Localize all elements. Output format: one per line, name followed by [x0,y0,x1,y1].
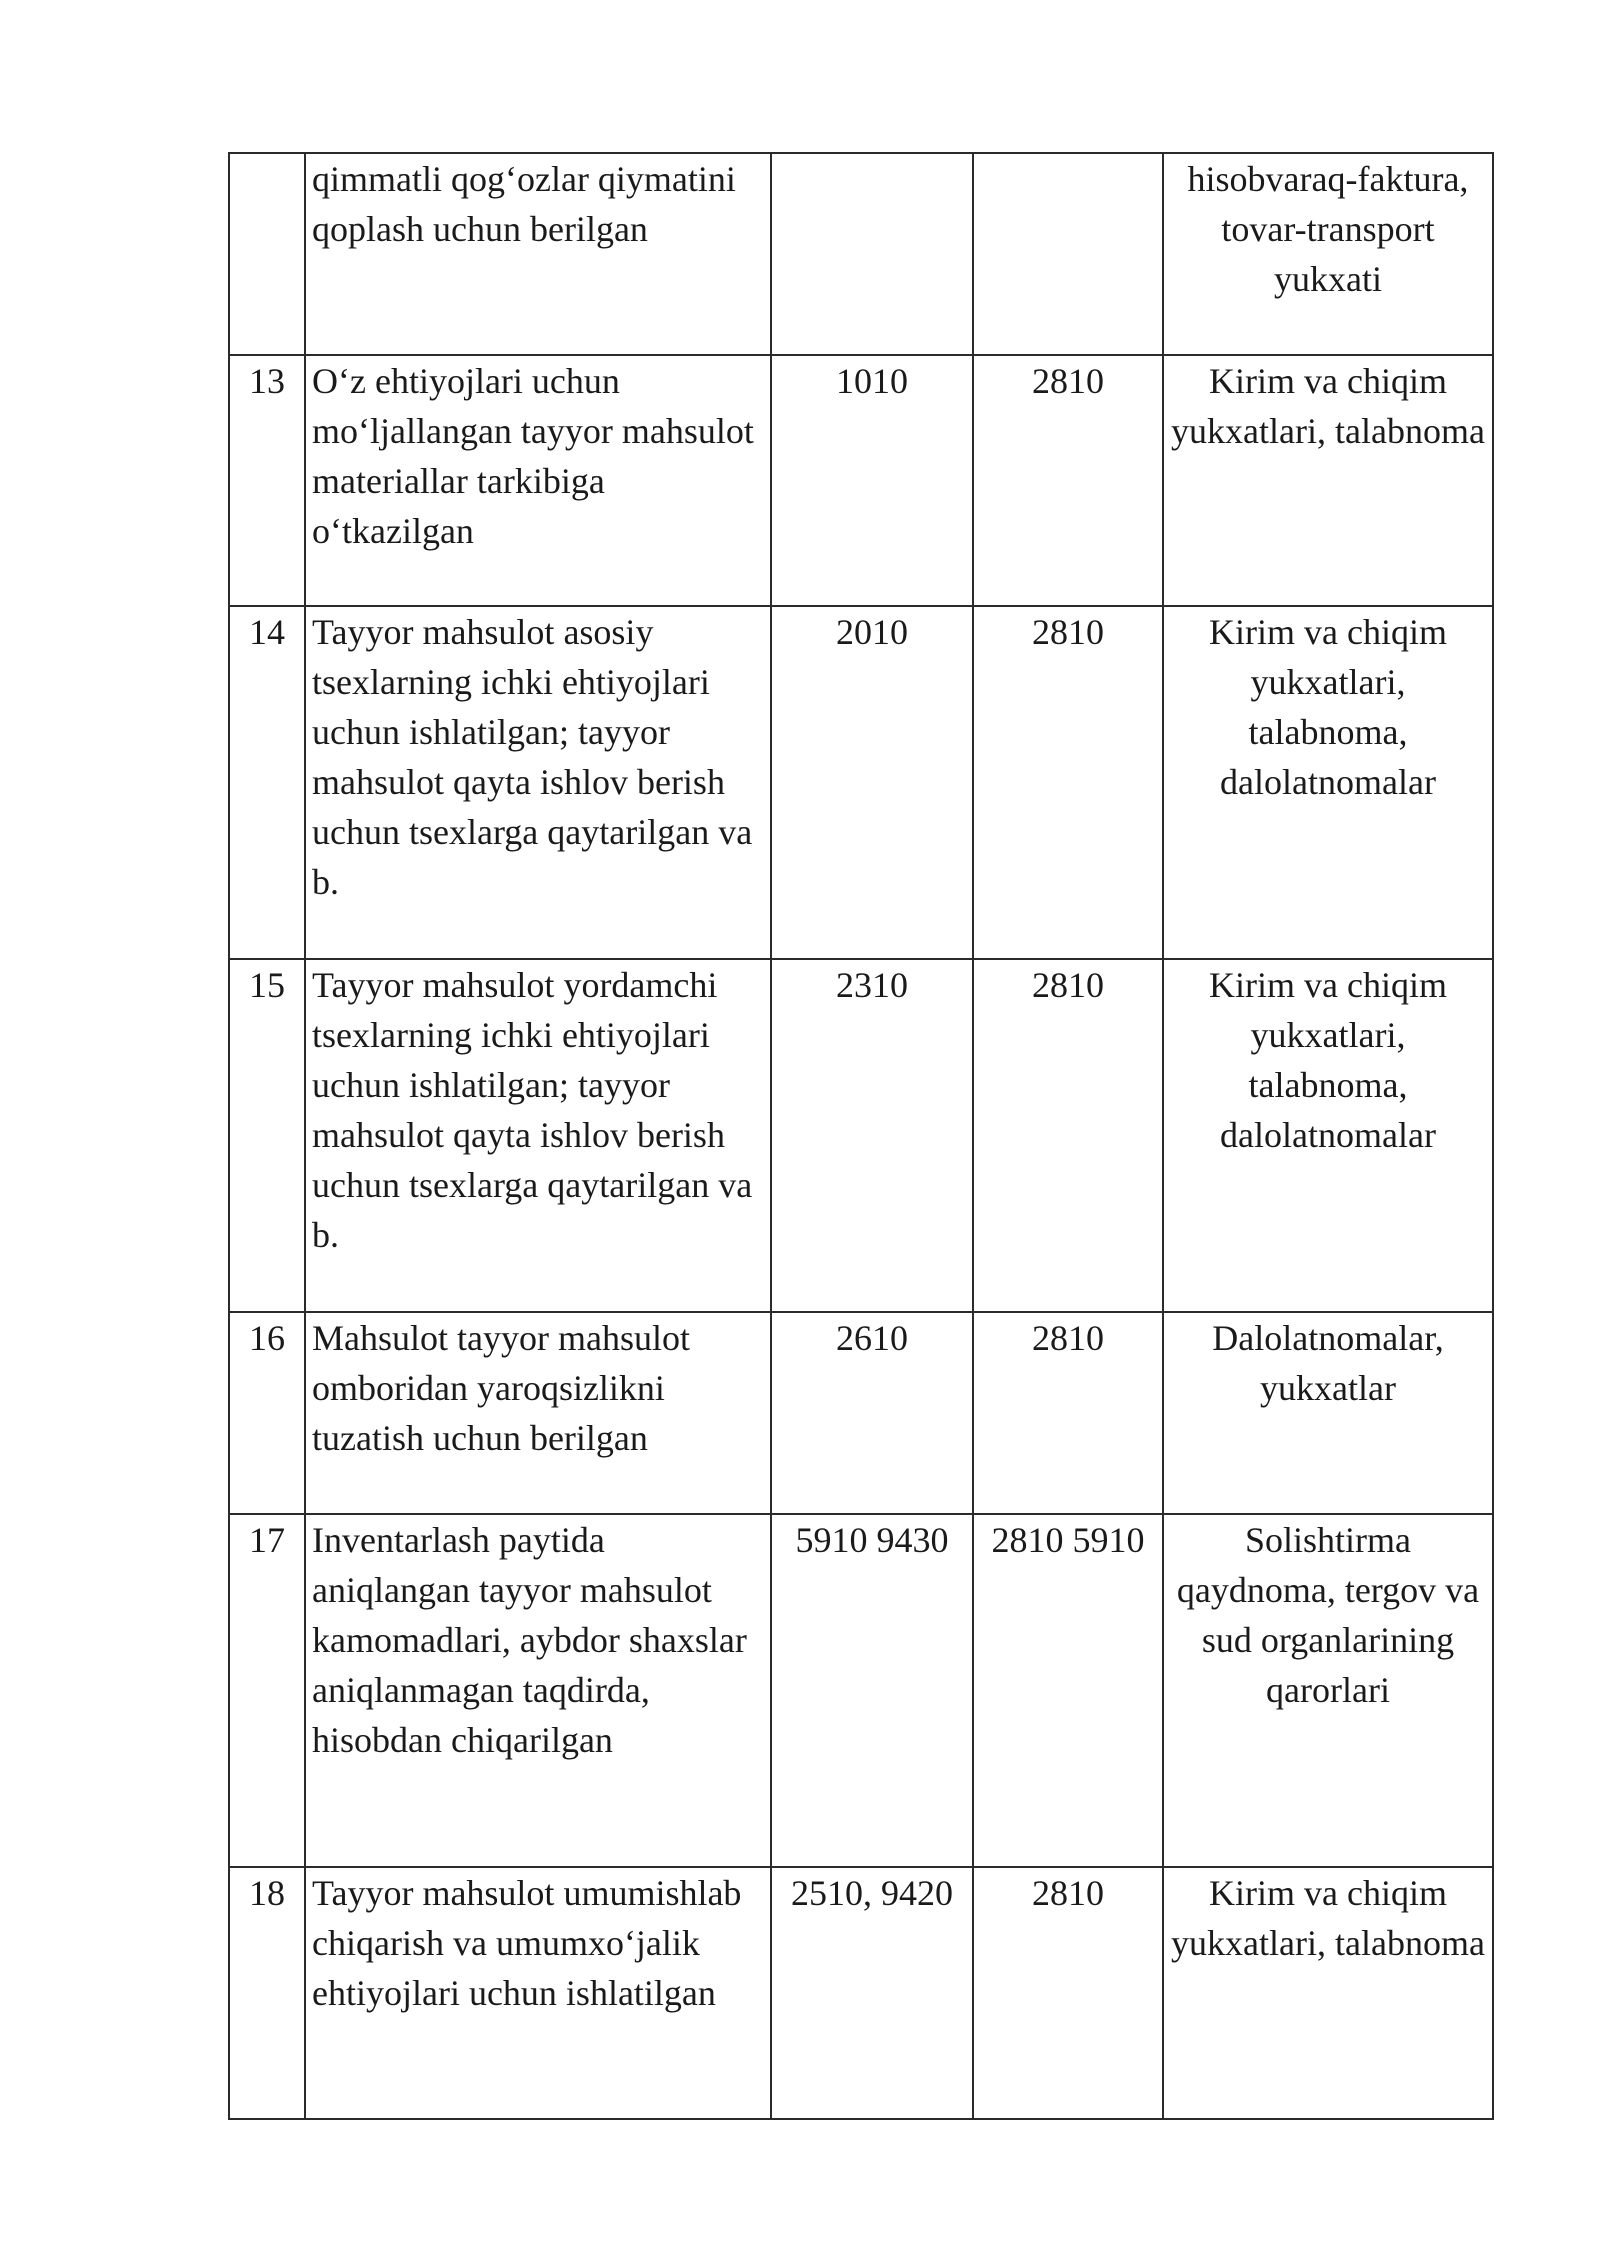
documents-cell: Kirim va chiqim yukxatlari, talabnoma, dalolatnomalar [1163,959,1493,1312]
credit-account-cell: 2810 [973,1312,1163,1514]
table-row [229,355,1493,606]
credit-account-cell: 2810 5910 [973,1514,1163,1867]
credit-account-cell: 2810 [973,1867,1163,2119]
credit-account-cell: 2810 [973,959,1163,1312]
table-row [229,1514,1493,1867]
row-number-cell: 14 [229,606,305,959]
description-cell: Mahsulot tayyor mahsulot omboridan yaroqsizlikni tuzatish uchun berilgan [305,1312,771,1514]
row-number-cell: 13 [229,355,305,606]
description-cell: Tayyor mahsulot yordamchi tsexlarning ichki ehtiyojlari uchun ishlatilgan; tayyor mahsulot qayta ishlov berish uchun tsexlarga qaytarilgan va b. [305,959,771,1312]
description-cell: qimmatli qog‘ozlar qiymatini qoplash uchun berilgan [305,153,771,355]
row-number-cell: 18 [229,1867,305,2119]
documents-cell: Kirim va chiqim yukxatlari, talabnoma [1163,1867,1493,2119]
table-row [229,1867,1493,2119]
debit-account-cell: 2610 [771,1312,973,1514]
debit-account-cell: 1010 [771,355,973,606]
row-number-cell: 17 [229,1514,305,1867]
documents-cell: Dalolatnomalar, yukxatlar [1163,1312,1493,1514]
transactions-table [228,152,1494,2120]
debit-account-cell [771,153,973,355]
documents-cell: Kirim va chiqim yukxatlari, talabnoma, dalolatnomalar [1163,606,1493,959]
credit-account-cell: 2810 [973,355,1163,606]
row-number-cell [229,153,305,355]
table-row [229,959,1493,1312]
credit-account-cell: 2810 [973,606,1163,959]
description-cell: Inventarlash paytida aniqlangan tayyor mahsulot kamomadlari, aybdor shaxslar aniqlanmagan taqdirda, hisobdan chiqarilgan [305,1514,771,1867]
row-number-cell: 16 [229,1312,305,1514]
debit-account-cell: 2010 [771,606,973,959]
documents-cell: Kirim va chiqim yukxatlari, talabnoma [1163,355,1493,606]
row-number-cell: 15 [229,959,305,1312]
table-row [229,153,1493,355]
documents-cell: Solishtirma qaydnoma, tergov va sud organlarining qarorlari [1163,1514,1493,1867]
credit-account-cell [973,153,1163,355]
table-row [229,606,1493,959]
debit-account-cell: 2310 [771,959,973,1312]
description-cell: Tayyor mahsulot asosiy tsexlarning ichki ehtiyojlari uchun ishlatilgan; tayyor mahsulot qayta ishlov berish uchun tsexlarga qaytarilgan va b. [305,606,771,959]
debit-account-cell: 2510, 9420 [771,1867,973,2119]
description-cell: O‘z ehtiyojlari uchun mo‘ljallangan tayyor mahsulot materiallar tarkibiga o‘tkazilgan [305,355,771,606]
debit-account-cell: 5910 9430 [771,1514,973,1867]
documents-cell: hisobvaraq-faktura, tovar-transport yukxati [1163,153,1493,355]
description-cell: Tayyor mahsulot umumishlab chiqarish va umumxo‘jalik ehtiyojlari uchun ishlatilgan [305,1867,771,2119]
table-row [229,1312,1493,1514]
